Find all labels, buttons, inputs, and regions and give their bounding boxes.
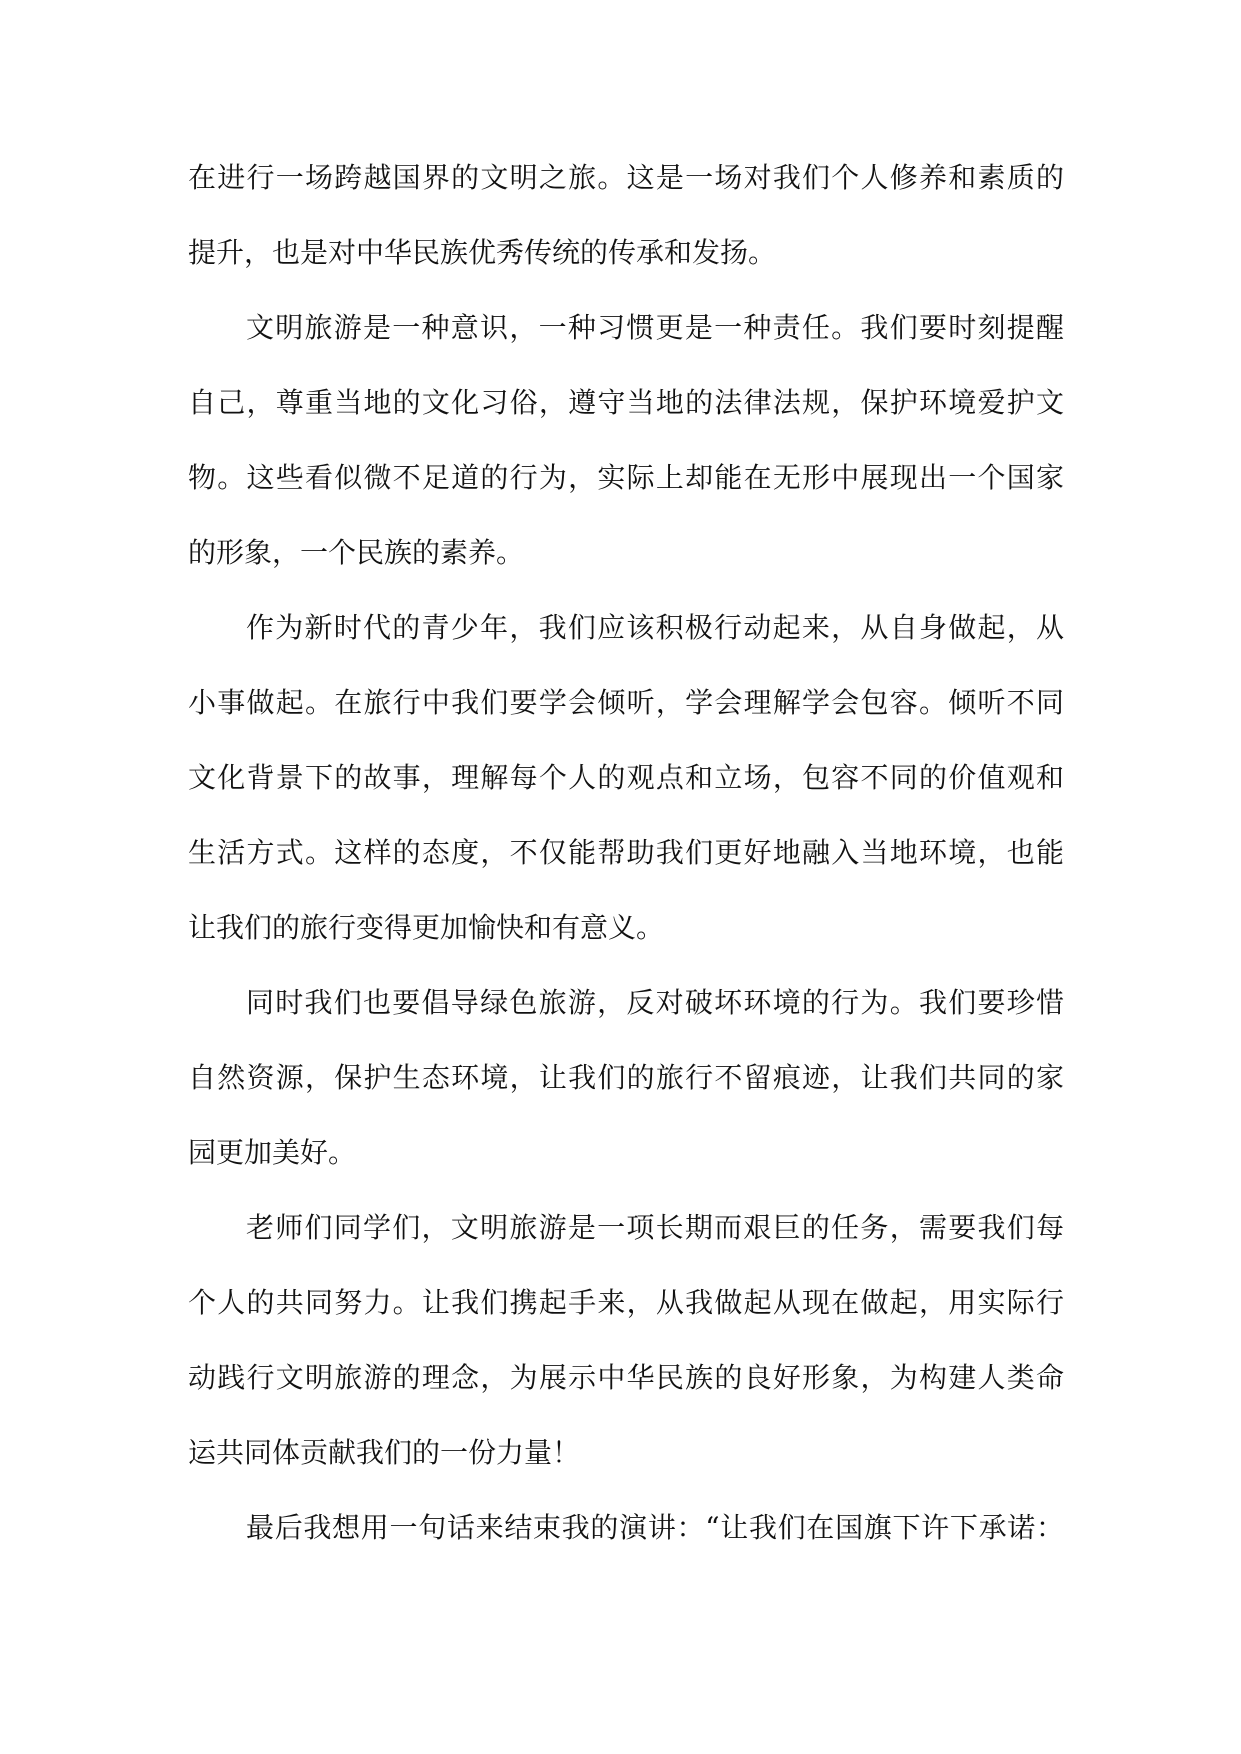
text-line: 提升，也是对中华民族优秀传统的传承和发扬。 [188,236,777,269]
text-line: 在进行一场跨越国界的文明之旅。这是一场对我们个人修养和素质的 [188,161,1064,194]
text-line: 园更加美好。 [188,1136,357,1169]
text-line: 自己，尊重当地的文化习俗，遵守当地的法律法规，保护环境爱护文 [188,386,1064,419]
text-line: 最后我想用一句话来结束我的演讲：“让我们在国旗下许下承诺： [246,1511,1064,1544]
speech-body [188,140,1064,1565]
text-line: 动践行文明旅游的理念，为展示中华民族的良好形象，为构建人类命 [188,1361,1064,1394]
text-line: 同时我们也要倡导绿色旅游，反对破坏环境的行为。我们要珍惜 [246,986,1064,1019]
text-line: 让我们的旅行变得更加愉快和有意义。 [188,911,665,944]
text-line: 个人的共同努力。让我们携起手来，从我做起从现在做起，用实际行 [188,1286,1064,1319]
text-line: 文化背景下的故事，理解每个人的观点和立场，包容不同的价值观和 [188,761,1064,794]
text-line: 物。这些看似微不足道的行为，实际上却能在无形中展现出一个国家 [188,461,1064,494]
text-line: 作为新时代的青少年，我们应该积极行动起来，从自身做起，从 [246,611,1064,644]
text-line: 生活方式。这样的态度，不仅能帮助我们更好地融入当地环境，也能 [188,836,1064,869]
text-line: 文明旅游是一种意识，一种习惯更是一种责任。我们要时刻提醒 [246,311,1064,344]
text-line: 运共同体贡献我们的一份力量！ [188,1436,581,1469]
text-line: 自然资源，保护生态环境，让我们的旅行不留痕迹，让我们共同的家 [188,1061,1064,1094]
text-line: 小事做起。在旅行中我们要学会倾听，学会理解学会包容。倾听不同 [188,686,1064,719]
text-line: 老师们同学们，文明旅游是一项长期而艰巨的任务，需要我们每 [246,1211,1064,1244]
text-line: 的形象，一个民族的素养。 [188,536,525,569]
